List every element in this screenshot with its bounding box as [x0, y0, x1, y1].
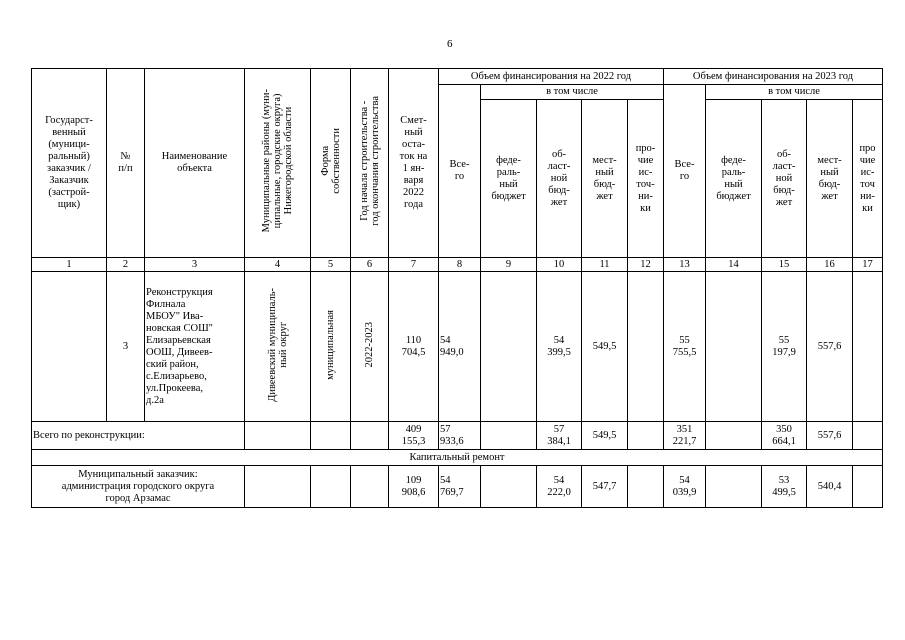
col-number: 6	[351, 258, 389, 272]
header-fin-2023: Объем финансирования на 2023 год	[664, 69, 883, 85]
col-number: 9	[481, 258, 537, 272]
object-other-2022	[628, 272, 664, 422]
total-local-2022: 549,5	[582, 422, 628, 450]
object-regional-2023: 55 197,9	[762, 272, 807, 422]
object-total-2022: 54 949,0	[439, 272, 481, 422]
header-local-2023: мест- ный бюд- жет	[807, 100, 853, 258]
column-numbers-row	[32, 258, 883, 272]
total-federal-2023	[706, 422, 762, 450]
object-local-2022: 549,5	[582, 272, 628, 422]
total-total-2022: 57 933,6	[439, 422, 481, 450]
col-number: 12	[628, 258, 664, 272]
header-federal-2022: феде- раль- ный бюджет	[481, 100, 537, 258]
total-other-2022	[628, 422, 664, 450]
col-number: 11	[582, 258, 628, 272]
header-num: № п/п	[107, 69, 145, 258]
object-name: Реконструкция Филнала МБОУ" Ива- новская СОШ" Елизарьевская ООШ, Дивеев- ский район, с.Елизарьево, ул.Прокеева, д.2а	[145, 272, 245, 422]
col-number: 1	[32, 258, 107, 272]
total-local-2023: 557,6	[807, 422, 853, 450]
col-number: 5	[311, 258, 351, 272]
municipal-total-2023: 54 039,9	[664, 466, 706, 508]
object-years: 2022-2023	[351, 272, 389, 422]
municipal-empty	[311, 466, 351, 508]
section-capital-repair: Капитальный ремонт	[32, 450, 883, 466]
header-local-2022: мест- ный бюд- жет	[582, 100, 628, 258]
header-fin-2022: Объем финансирования на 2022 год	[439, 69, 664, 85]
total-total-2023: 351 221,7	[664, 422, 706, 450]
page-number: 6	[447, 38, 453, 50]
object-regional-2022: 54 399,5	[537, 272, 582, 422]
municipal-other-2022	[628, 466, 664, 508]
header-regional-2023: об- ласт- ной бюд- жет	[762, 100, 807, 258]
municipal-regional-2023: 53 499,5	[762, 466, 807, 508]
total-empty	[351, 422, 389, 450]
municipal-label: Муниципальный заказчик: администрация городского округа город Арзамас	[32, 466, 245, 508]
total-empty	[245, 422, 311, 450]
municipal-empty	[351, 466, 389, 508]
col-number: 17	[853, 258, 883, 272]
header-incl-2023: в том числе	[706, 85, 883, 100]
col-number: 14	[706, 258, 762, 272]
total-other-2023	[853, 422, 883, 450]
col-number: 4	[245, 258, 311, 272]
object-district: Дивеевский муниципаль- ный округ	[245, 272, 311, 422]
header-total-2023: Все- го	[664, 85, 706, 258]
header-incl-2022: в том числе	[481, 85, 664, 100]
col-number: 13	[664, 258, 706, 272]
table-row-municipal	[32, 466, 883, 508]
total-label: Всего по реконструкции:	[32, 422, 245, 450]
object-total-2023: 55 755,5	[664, 272, 706, 422]
municipal-total-2022: 54 769,7	[439, 466, 481, 508]
object-federal-2022	[481, 272, 537, 422]
table-row-object	[32, 272, 883, 422]
header-name: Наименование объекта	[145, 69, 245, 258]
total-regional-2023: 350 664,1	[762, 422, 807, 450]
total-federal-2022	[481, 422, 537, 450]
municipal-local-2022: 547,7	[582, 466, 628, 508]
object-other-2023	[853, 272, 883, 422]
header-regional-2022: об- ласт- ной бюд- жет	[537, 100, 582, 258]
col-number: 2	[107, 258, 145, 272]
object-federal-2023	[706, 272, 762, 422]
col-number: 15	[762, 258, 807, 272]
municipal-empty	[245, 466, 311, 508]
header-customer: Государст- венный (муници- pальный) заказчик / Заказчик (застрой- щик)	[32, 69, 107, 258]
municipal-local-2023: 540,4	[807, 466, 853, 508]
header-total-2022: Все- го	[439, 85, 481, 258]
object-customer	[32, 272, 107, 422]
object-local-2023: 557,6	[807, 272, 853, 422]
header-federal-2023: феде- раль- ный бюджет	[706, 100, 762, 258]
municipal-federal-2022	[481, 466, 537, 508]
col-number: 16	[807, 258, 853, 272]
col-number: 7	[389, 258, 439, 272]
total-regional-2022: 57 384,1	[537, 422, 582, 450]
header-years: Год начала строительства - год окончания строительства	[351, 69, 389, 258]
total-empty	[311, 422, 351, 450]
municipal-federal-2023	[706, 466, 762, 508]
total-balance: 409 155,3	[389, 422, 439, 450]
object-num: 3	[107, 272, 145, 422]
municipal-regional-2022: 54 222,0	[537, 466, 582, 508]
header-other-2023: про чие ис- точ ни- ки	[853, 100, 883, 258]
municipal-other-2023	[853, 466, 883, 508]
col-number: 8	[439, 258, 481, 272]
municipal-balance: 109 908,6	[389, 466, 439, 508]
table-row-total	[32, 422, 883, 450]
header-districts: Муниципальные районы (муни- ципальные, городские округа) Нижегородской области	[245, 69, 311, 258]
object-ownership: муниципальная	[311, 272, 351, 422]
header-balance: Смет- ный оста- ток на 1 ян- варя 2022 года	[389, 69, 439, 258]
col-number: 10	[537, 258, 582, 272]
object-balance: 110 704,5	[389, 272, 439, 422]
col-number: 3	[145, 258, 245, 272]
header-other-2022: про- чие ис- точ- ни- ки	[628, 100, 664, 258]
header-ownership: Форма собственности	[311, 69, 351, 258]
financing-table	[31, 68, 883, 508]
